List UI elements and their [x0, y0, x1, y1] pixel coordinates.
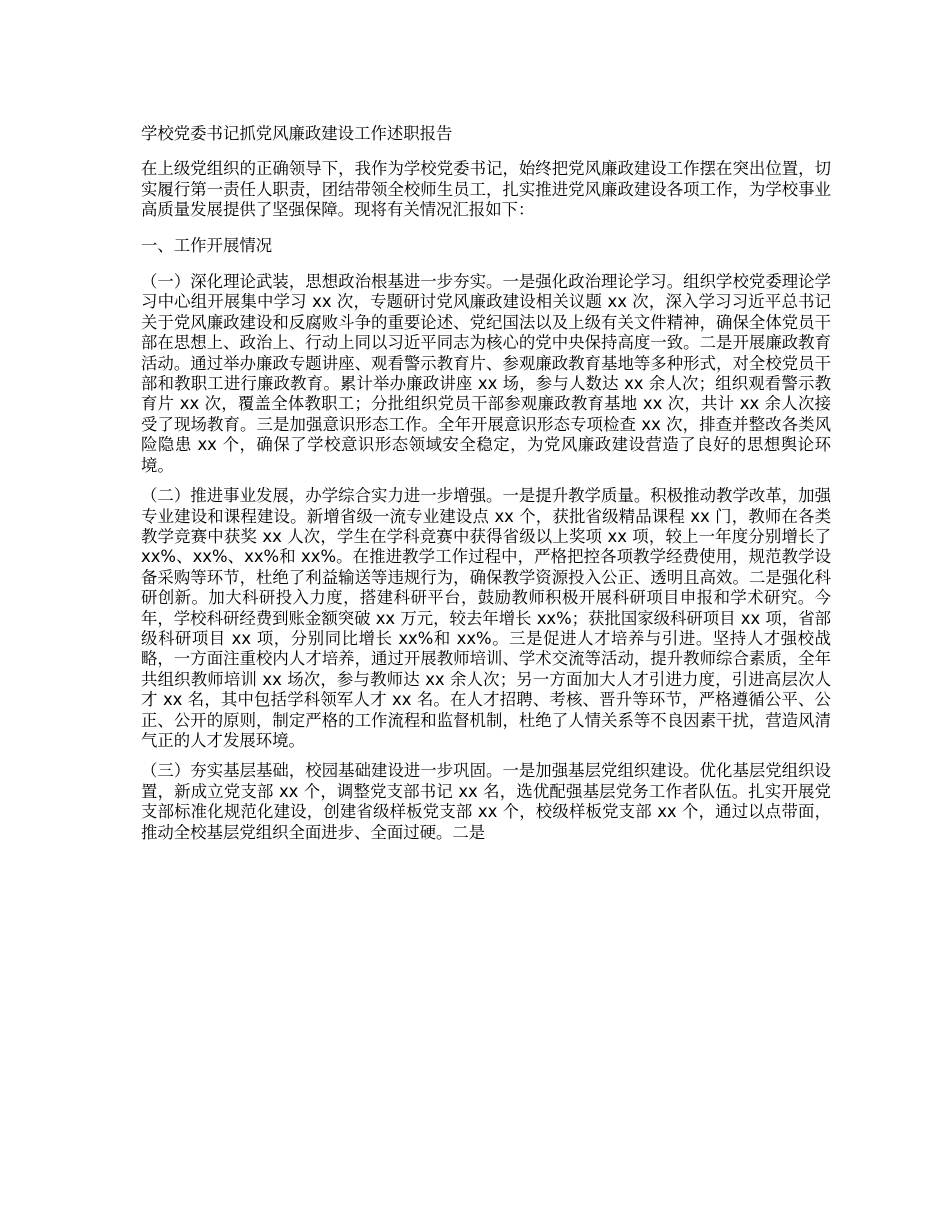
document-title: 学校党委书记抓党风廉政建设工作述职报告 [141, 124, 453, 143]
document-body [141, 124, 831, 853]
body-paragraph-2: （二）推进事业发展，办学综合实力进一步增强。一是提升教学质量。积极推动教学改革，加强专业建设和课程建设。新增省级一流专业建设点 xx 个，获批省级精品课程 xx 门，教师在各类教学竞赛中获奖 xx 人次，学生在学科竞赛中获得省级以上奖项 xx 项，较上一年度分别增长了 xx%、xx%、xx%和 xx%。在推进教学工作过程中，严格把控各项教学经费使用，规范教学设备采购等环节，杜绝了利益输送等违规行为，确保教学资源投入公正、透明且高效。二是强化科研创新。加大科研投入力度，搭建科研平台，鼓励教师积极开展科研项目申报和学术研究。今年，学校科研经费到账金额突破 xx 万元，较去年增长 xx%；获批国家级科研项目 xx 项，省部级科研项目 xx 项，分别同比增长 xx%和 xx%。三是促进人才培养与引进。坚持人才强校战略，一方面注重校内人才培养，通过开展教师培训、学术交流等活动，提升教师综合素质，全年共组织教师培训 xx 场次，参与教师达 xx 余人次；另一方面加大人才引进力度，引进高层次人才 xx 名，其中包括学科领军人才 xx 名。在人才招聘、考核、晋升等环节，严格遵循公平、公正、公开的原则，制定严格的工作流程和监督机制，杜绝了人情关系等不良因素干扰，营造风清气正的人才发展环境。 [141, 486, 831, 750]
section-heading: 一、工作开展情况 [141, 235, 273, 255]
body-paragraph-1: （一）深化理论武装，思想政治根基进一步夯实。一是强化政治理论学习。组织学校党委理论学习中心组开展集中学习 xx 次，专题研讨党风廉政建设相关议题 xx 次，深入学习习近平总书记关于党风廉政建设和反腐败斗争的重要论述、党纪国法以及上级有关文件精神，确保全体党员干部在思想上、政治上、行动上同以习近平同志为核心的党中央保持高度一致。二是开展廉政教育活动。通过举办廉政专题讲座、观看警示教育片、参观廉政教育基地等多种形式，对全校党员干部和教职工进行廉政教育。累计举办廉政讲座 xx 场，参与人数达 xx 余人次；组织观看警示教育片 xx 次，覆盖全体教职工；分批组织党员干部参观廉政教育基地 xx 次，共计 xx 余人次接受了现场教育。三是加强意识形态工作。全年开展意识形态专项检查 xx 次，排查并整改各类风险隐患 xx 个，确保了学校意识形态领域安全稳定，为党风廉政建设营造了良好的思想舆论环境。 [141, 272, 831, 475]
intro-paragraph: 在上级党组织的正确领导下，我作为学校党委书记，始终把党风廉政建设工作摆在突出位置，切实履行第一责任人职责，团结带领全校师生员工，扎实推进党风廉政建设各项工作，为学校事业高质量发展提供了坚强保障。现将有关情况汇报如下： [141, 159, 831, 220]
body-paragraph-3: （三）夯实基层基础，校园基础建设进一步巩固。一是加强基层党组织建设。优化基层党组织设置，新成立党支部 xx 个，调整党支部书记 xx 名，选优配强基层党务工作者队伍。扎实开展党支部标准化规范化建设，创建省级样板党支部 xx 个，校级样板党支部 xx 个，通过以点带面，推动全校基层党组织全面进步、全面过硬。二是 [141, 761, 831, 842]
